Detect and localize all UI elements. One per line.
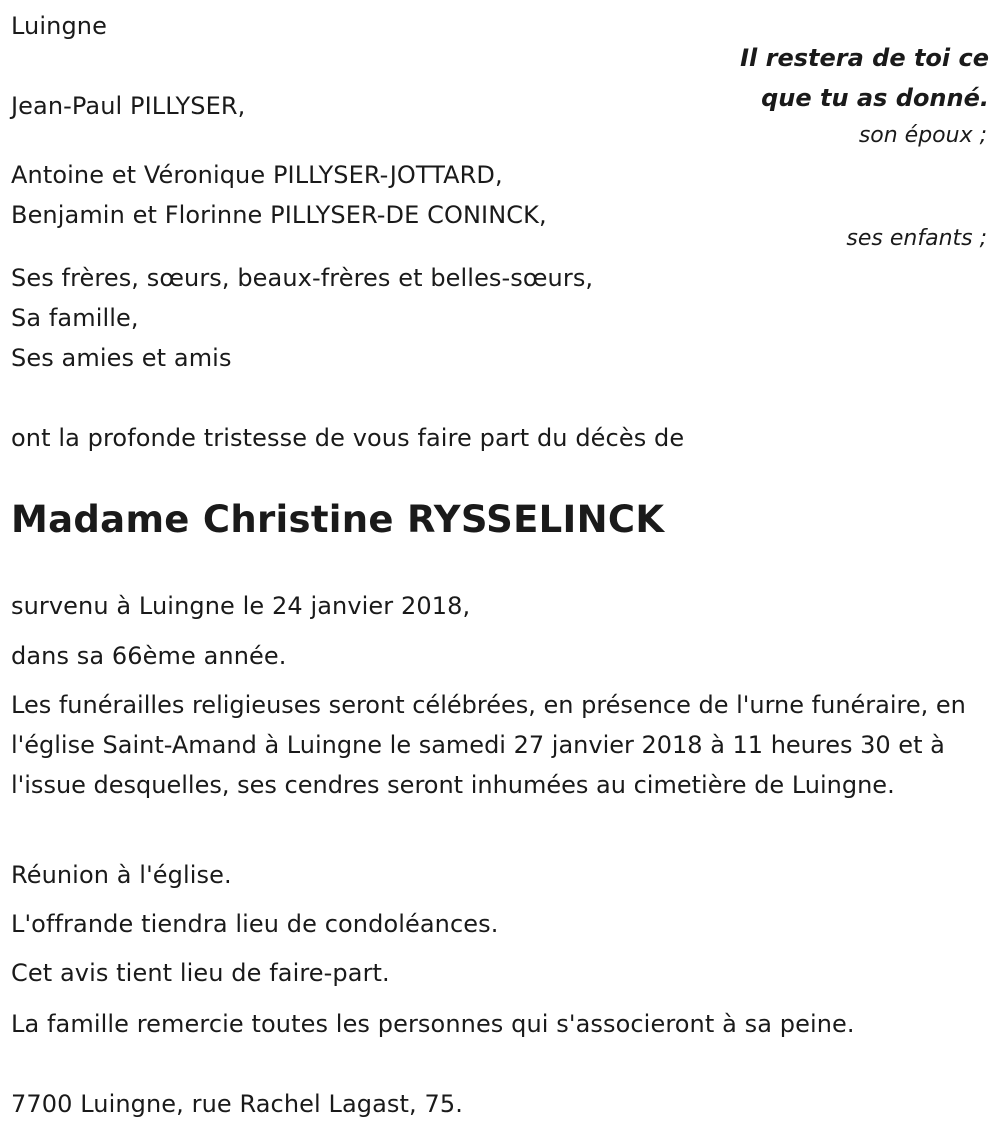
notice-text: Cet avis tient lieu de faire-part. <box>11 959 390 987</box>
quote-line-1: Il restera de toi ce <box>740 44 989 72</box>
deceased-name: Madame Christine RYSSELINCK <box>11 498 665 541</box>
meeting-text: Réunion à l'église. <box>11 861 232 889</box>
thanks-text: La famille remercie toutes les personnes qui s'associeront à sa peine. <box>11 1010 855 1038</box>
funeral-paragraph: Les funérailles religieuses seront célébrées, en présence de l'urne funéraire, en l'église Saint-Amand à Luingne le samedi 27 janvier 2018 à 11 heures 30 et à l'issue desquelles, ses cendres seront inhumées au cimetière de Luingne. <box>11 691 966 799</box>
children-role: ses enfants ; <box>846 226 987 251</box>
offering-text: L'offrande tiendra lieu de condoléances. <box>11 910 499 938</box>
relatives-line-1: Ses frères, sœurs, beaux-frères et belles-sœurs, <box>11 264 594 292</box>
address-text: 7700 Luingne, rue Rachel Lagast, 75. <box>11 1090 463 1118</box>
age-text: dans sa 66ème année. <box>11 642 287 670</box>
location-heading: Luingne <box>11 12 107 40</box>
quote-line-2: que tu as donné. <box>761 84 989 112</box>
death-date: survenu à Luingne le 24 janvier 2018, <box>11 592 471 620</box>
announcement-text: ont la profonde tristesse de vous faire part du décès de <box>11 424 685 452</box>
relatives-line-2: Sa famille, <box>11 304 139 332</box>
spouse-name: Jean-Paul PILLYSER, <box>11 92 246 120</box>
spouse-role: son époux ; <box>858 123 987 148</box>
children-line-2: Benjamin et Florinne PILLYSER-DE CONINCK, <box>11 201 547 229</box>
relatives-line-3: Ses amies et amis <box>11 344 232 372</box>
children-line-1: Antoine et Véronique PILLYSER-JOTTARD, <box>11 161 503 189</box>
